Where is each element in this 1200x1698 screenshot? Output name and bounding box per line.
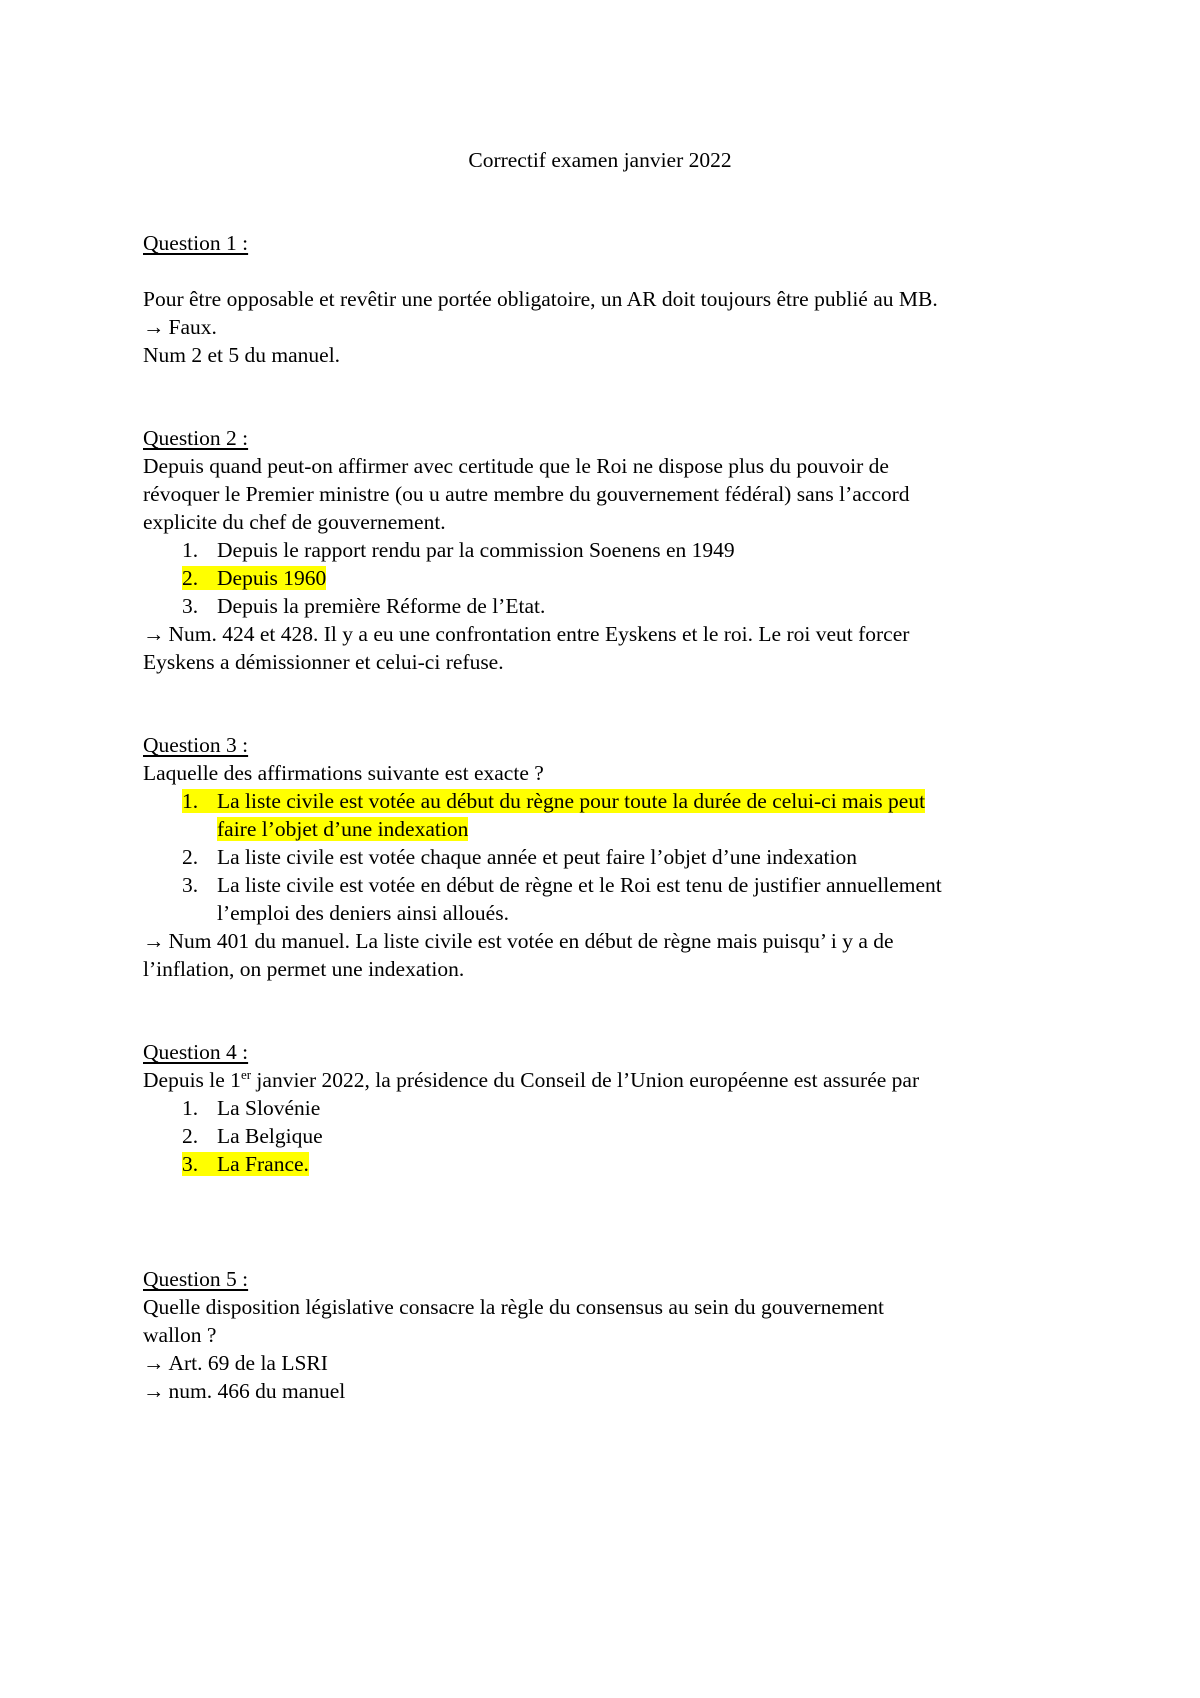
question-2-option-1	[182, 536, 735, 564]
arrow-icon: →	[143, 1379, 165, 1403]
question-5-text-line: wallon ?	[143, 1323, 217, 1347]
option-number: 1.	[182, 1096, 199, 1120]
option-text: Depuis le rapport rendu par la commission Soenens en 1949	[217, 538, 735, 562]
question-3-option-2	[182, 843, 857, 871]
option-text-correct: Depuis 1960	[217, 566, 327, 590]
option-text-correct: faire l’objet d’une indexation	[217, 817, 469, 841]
option-text: La liste civile est votée chaque année et peut faire l’objet d’une indexation	[217, 845, 857, 869]
question-3-text: Laquelle des affirmations suivante est exacte ?	[143, 761, 544, 785]
option-text: Depuis la première Réforme de l’Etat.	[217, 594, 546, 618]
question-2-heading: Question 2 :	[143, 426, 249, 450]
question-2-option-3	[182, 592, 545, 620]
question-4-text-start: Depuis le 1	[143, 1068, 241, 1092]
question-4-option-1	[182, 1094, 320, 1122]
question-1-statement: Pour être opposable et revêtir une portée obligatoire, un AR doit toujours être publié au MB.	[143, 287, 938, 311]
arrow-icon: →	[143, 622, 165, 646]
question-1-reference: Num 2 et 5 du manuel.	[143, 343, 341, 367]
option-text: La Belgique	[217, 1124, 323, 1148]
question-4-text-end: janvier 2022, la présidence du Conseil de l’Union européenne est assurée par	[251, 1068, 920, 1092]
question-3-explanation	[143, 927, 894, 955]
question-3-option-1-cont	[217, 815, 468, 843]
option-text: La Slovénie	[217, 1096, 321, 1120]
explanation-text: Num 401 du manuel. La liste civile est votée en début de règne mais puisqu’ i y a de	[168, 929, 894, 953]
question-5-answer	[143, 1349, 328, 1377]
question-3-option-3	[182, 871, 942, 899]
option-number: 1.	[182, 789, 199, 813]
ordinal-suffix: er	[240, 1066, 252, 1082]
explanation-text: Num. 424 et 428. Il y a eu une confrontation entre Eyskens et le roi. Le roi veut forcer	[168, 622, 910, 646]
question-1-heading: Question 1 :	[143, 231, 249, 255]
arrow-icon: →	[143, 929, 165, 953]
question-5-reference	[143, 1377, 345, 1405]
question-5-text-line: Quelle disposition législative consacre la règle du consensus au sein du gouvernement	[143, 1295, 884, 1319]
document-title: Correctif examen janvier 2022	[468, 148, 732, 172]
question-3-option-3-cont: l’emploi des deniers ainsi alloués.	[217, 901, 509, 925]
question-2-explanation-line: Eyskens a démissionner et celui-ci refuse.	[143, 650, 504, 674]
option-text-correct: La France.	[217, 1152, 309, 1176]
question-4-option-2	[182, 1122, 323, 1150]
option-text: La liste civile est votée en début de règne et le Roi est tenu de justifier annuellement	[217, 873, 942, 897]
question-3-heading: Question 3 :	[143, 733, 249, 757]
option-number: 2.	[182, 566, 199, 590]
question-3-explanation-line: l’inflation, on permet une indexation.	[143, 957, 465, 981]
option-text-correct: La liste civile est votée au début du règne pour toute la durée de celui-ci mais peut	[217, 789, 926, 813]
option-number: 2.	[182, 1124, 199, 1148]
question-2-option-2	[182, 564, 326, 592]
question-2-text-line: Depuis quand peut-on affirmer avec certitude que le Roi ne dispose plus du pouvoir de	[143, 454, 889, 478]
question-3-option-1	[182, 787, 925, 815]
arrow-icon: →	[143, 315, 165, 339]
option-number: 3.	[182, 594, 199, 618]
question-1-answer	[143, 313, 217, 341]
question-1-answer-text: Faux.	[168, 315, 217, 339]
question-2-text-line: explicite du chef de gouvernement.	[143, 510, 446, 534]
question-4-option-3	[182, 1150, 309, 1178]
option-number: 3.	[182, 1152, 199, 1176]
option-number: 3.	[182, 873, 199, 897]
question-4-heading: Question 4 :	[143, 1040, 249, 1064]
reference-text: num. 466 du manuel	[168, 1379, 346, 1403]
option-number: 2.	[182, 845, 199, 869]
arrow-icon: →	[143, 1351, 165, 1375]
answer-text: Art. 69 de la LSRI	[168, 1351, 328, 1375]
question-2-explanation	[143, 620, 909, 648]
option-number: 1.	[182, 538, 199, 562]
question-5-heading: Question 5 :	[143, 1267, 249, 1291]
question-4-text	[143, 1066, 919, 1094]
question-2-text-line: révoquer le Premier ministre (ou u autre membre du gouvernement fédéral) sans l’accord	[143, 482, 910, 506]
